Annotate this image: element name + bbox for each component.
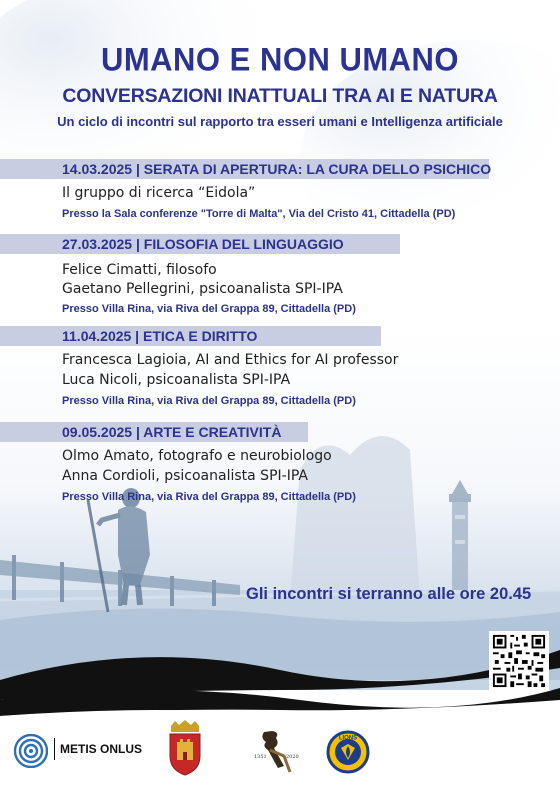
association-logo-icon (250, 728, 300, 774)
event-heading-bar (0, 159, 492, 179)
svg-text:1351: 1351 (254, 754, 267, 760)
event-heading: 11.04.2025 | ETICA E DIRITTO (62, 328, 258, 344)
event-speaker: Olmo Amato, fotografo e neurobiologo (62, 448, 332, 464)
lighthouse-illustration (449, 480, 471, 590)
svg-text:2020: 2020 (286, 754, 299, 760)
event-venue: Presso la Sala conferenze "Torre di Malta", Via del Cristo 41, Cittadella (PD) (62, 208, 456, 220)
event-heading-bar (0, 234, 400, 254)
event-venue: Presso Villa Rina, via Riva del Grappa 89, Cittadella (PD) (62, 395, 356, 407)
svg-text:LIONS: LIONS (338, 735, 358, 742)
event-speaker: Anna Cordioli, psicoanalista SPI-IPA (62, 468, 308, 484)
poster-title: UMANO E NON UMANO (100, 41, 460, 78)
event-speaker: Francesca Lagioia, AI and Ethics for AI professor (62, 352, 399, 368)
city-coat-of-arms-icon (165, 720, 205, 776)
event-venue: Presso Villa Rina, via Riva del Grappa 89, Cittadella (PD) (62, 303, 356, 315)
qr-code[interactable] (489, 631, 549, 691)
logo-divider (54, 738, 55, 760)
metis-onlus-label: METIS ONLUS (60, 742, 143, 756)
event-heading-bar (0, 422, 308, 442)
event-speaker: Gaetano Pellegrini, psicoanalista SPI-IPA (62, 281, 343, 297)
event-speaker: Luca Nicoli, psicoanalista SPI-IPA (62, 372, 291, 388)
poster-subtitle: CONVERSAZIONI INATTUALI TRA AI E NATURA (62, 85, 498, 107)
event-heading-bar (0, 326, 381, 346)
poster-tagline: Un ciclo di incontri sul rapporto tra esseri umani e Intelligenza artificiale (57, 114, 503, 129)
lions-club-logo-icon (326, 730, 370, 774)
time-note: Gli incontri si terranno alle ore 20.45 (246, 585, 532, 603)
event-heading: 14.03.2025 | SERATA DI APERTURA: LA CURA DELLO PSICHICO (62, 161, 492, 177)
event-heading: 27.03.2025 | FILOSOFIA DEL LINGUAGGIO (62, 236, 344, 252)
event-heading: 09.05.2025 | ARTE E CREATIVITÀ (62, 424, 282, 440)
metis-logo-icon (14, 734, 48, 768)
event-speaker: Il gruppo di ricerca “Eidola” (62, 185, 256, 201)
event-speaker: Felice Cimatti, filosofo (62, 262, 217, 278)
event-venue: Presso Villa Rina, via Riva del Grappa 89, Cittadella (PD) (62, 491, 356, 503)
